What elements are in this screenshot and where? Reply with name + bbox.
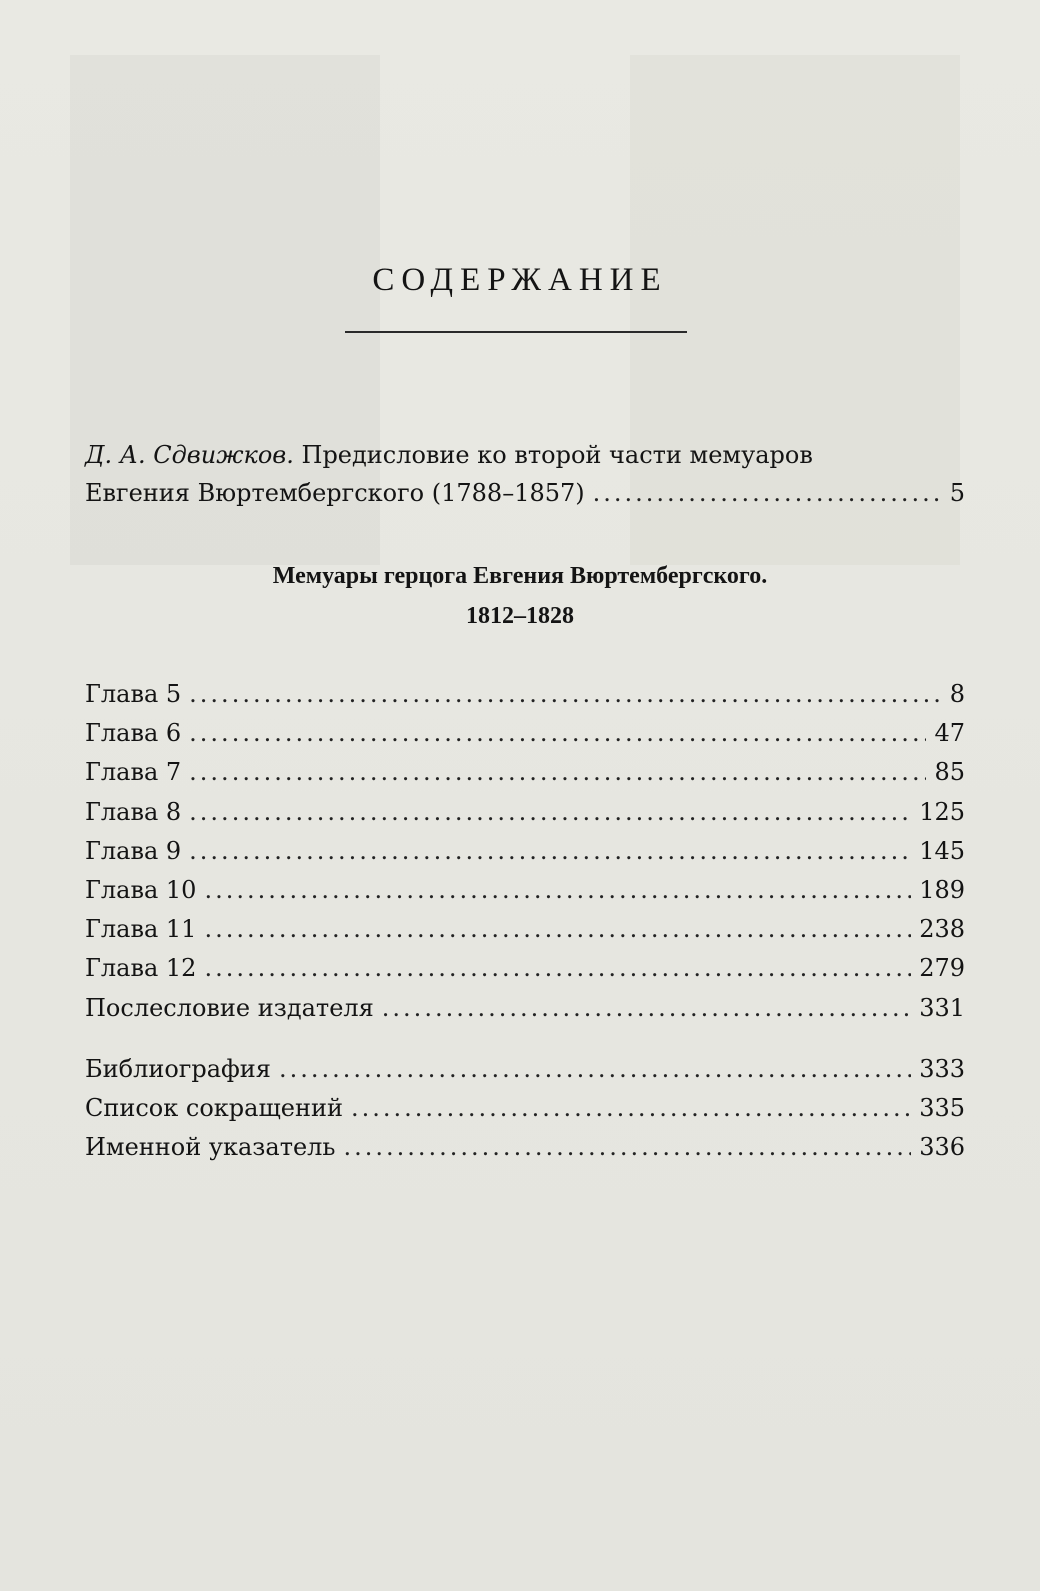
toc-entry [85,876,965,915]
toc-label: Глава 8 [85,797,182,826]
leader-dots [279,1055,911,1083]
preface-line-1 [85,436,965,474]
toc-spacer [85,1033,965,1055]
leader-dots [189,758,926,786]
preface-entry [85,436,965,512]
toc-page: 8 [949,680,965,708]
preface-author: Д. А. Сдвижков. [85,441,294,469]
leader-dots [344,1133,912,1161]
toc-entry [85,1094,965,1133]
toc-label: Послесловие издателя [85,993,374,1022]
toc-page: 335 [919,1093,965,1122]
toc-entry [85,1055,965,1094]
preface-line-2 [85,474,965,512]
toc-entry [85,837,965,876]
toc-label: Список сокращений [85,1093,343,1122]
toc-page: 238 [919,915,965,944]
toc-entry [85,915,965,954]
title-rule [345,331,687,333]
leader-dots [189,680,942,708]
toc-entry [85,719,965,758]
leader-dots [382,994,911,1022]
page-title: СОДЕРЖАНИЕ [372,262,668,298]
toc-label: Библиография [85,1054,271,1083]
toc-entry [85,758,965,797]
preface-title-1: Предисловие ко второй части мемуаров [301,441,813,469]
toc-page: 336 [919,1133,965,1162]
toc-page: 125 [919,797,965,826]
leader-dots [204,915,911,943]
toc-entry [85,1133,965,1172]
toc-page: 333 [919,1054,965,1083]
leader-dots [204,876,911,904]
toc-page: 331 [919,993,965,1022]
section-heading-line-2: 1812–1828 [466,603,574,629]
section-heading [0,556,1040,636]
leader-dots [593,474,942,512]
section-heading-line-1: Мемуары герцога Евгения Вюртембергского. [272,563,768,589]
leader-dots [189,719,926,747]
toc-label: Глава 9 [85,836,182,865]
toc-label: Глава 5 [85,680,182,708]
toc-entry [85,954,965,993]
toc-page: 279 [919,954,965,983]
leader-dots [189,798,911,826]
toc-label: Глава 6 [85,719,182,748]
toc-page: 85 [934,758,965,787]
toc-label: Глава 7 [85,758,182,787]
leader-dots [204,954,911,982]
toc-label: Глава 12 [85,954,197,983]
preface-title-2: Евгения Вюртембергского (1788–1857) [85,479,585,507]
toc-entry [85,680,965,719]
toc-label: Глава 10 [85,875,197,904]
toc-label: Именной указатель [85,1133,336,1162]
preface-page: 5 [949,479,965,507]
toc-entry [85,798,965,837]
toc-page: 189 [919,875,965,904]
leader-dots [351,1094,911,1122]
toc-page: 145 [919,836,965,865]
toc-entry [85,994,965,1033]
toc-label: Глава 11 [85,915,197,944]
toc-page: 47 [934,719,965,748]
leader-dots [189,837,911,865]
toc-list [85,680,965,1172]
